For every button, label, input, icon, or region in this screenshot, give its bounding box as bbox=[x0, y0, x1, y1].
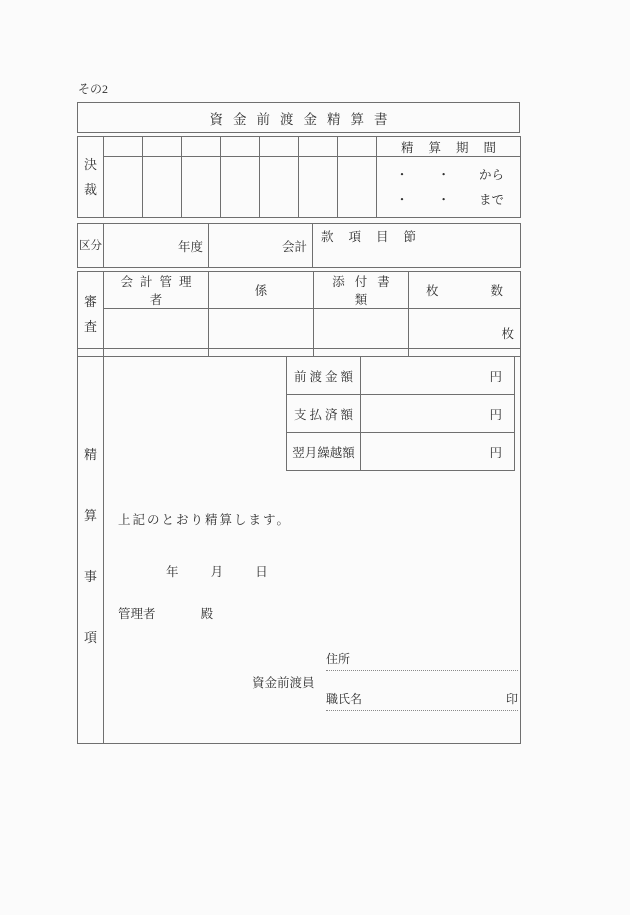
settlement-section bbox=[77, 348, 521, 744]
category-section bbox=[77, 223, 521, 268]
sheet-count-header: 枚数 bbox=[409, 272, 521, 309]
sheet-number: その2 bbox=[78, 82, 109, 96]
accounting-manager-header: 会計管理者 bbox=[104, 272, 209, 309]
category-label: 区分 bbox=[78, 224, 104, 268]
review-section bbox=[77, 271, 521, 357]
advance-amount-label: 前渡金額 bbox=[287, 357, 361, 395]
fiscal-year-cell[interactable] bbox=[104, 224, 209, 268]
approval-stamp-header-3[interactable] bbox=[182, 137, 221, 157]
paid-amount-value-cell[interactable] bbox=[361, 395, 515, 433]
carryover-amount-row bbox=[287, 433, 515, 471]
payee-label: 資金前渡員 bbox=[252, 676, 315, 690]
yen-unit: 円 bbox=[489, 407, 502, 422]
settlement-body bbox=[104, 349, 521, 744]
settlement-label: 精算事項 bbox=[78, 349, 104, 744]
period-from-line: ・ ・ から bbox=[395, 168, 504, 182]
fiscal-year-label: 年度 bbox=[177, 239, 203, 254]
approval-label: 決裁 bbox=[78, 137, 104, 218]
name-label: 職氏名 bbox=[326, 692, 363, 706]
manager-line: 管理者 殿 bbox=[118, 607, 214, 621]
approval-stamp-cell-1[interactable] bbox=[104, 157, 143, 218]
approval-stamp-cell-7[interactable] bbox=[338, 157, 377, 218]
review-label: 審査 bbox=[78, 272, 104, 357]
amounts-table bbox=[286, 356, 515, 471]
approval-stamp-header-5[interactable] bbox=[260, 137, 299, 157]
approval-stamp-cell-3[interactable] bbox=[182, 157, 221, 218]
account-cell[interactable] bbox=[209, 224, 313, 268]
address-line[interactable] bbox=[326, 650, 518, 671]
budget-items-cell[interactable] bbox=[313, 224, 521, 268]
settlement-period-header: 精算期間 bbox=[377, 137, 521, 157]
paid-amount-label: 支払済額 bbox=[287, 395, 361, 433]
approval-stamp-cell-6[interactable] bbox=[299, 157, 338, 218]
carryover-amount-value-cell[interactable] bbox=[361, 433, 515, 471]
settlement-form bbox=[77, 102, 520, 747]
account-label: 会計 bbox=[281, 239, 307, 254]
advance-amount-value-cell[interactable] bbox=[361, 357, 515, 395]
approval-stamp-cell-5[interactable] bbox=[260, 157, 299, 218]
approval-section bbox=[77, 136, 521, 218]
form-title-box bbox=[77, 102, 520, 133]
approval-stamp-header-6[interactable] bbox=[299, 137, 338, 157]
name-line[interactable] bbox=[326, 690, 518, 711]
approval-stamp-cell-4[interactable] bbox=[221, 157, 260, 218]
paid-amount-row bbox=[287, 395, 515, 433]
period-to-line: ・ ・ まで bbox=[395, 193, 504, 207]
advance-amount-row bbox=[287, 357, 515, 395]
approval-stamp-header-4[interactable] bbox=[221, 137, 260, 157]
form-title: 資金前渡金精算書 bbox=[209, 111, 398, 127]
address-label: 住所 bbox=[326, 652, 351, 666]
yen-unit: 円 bbox=[489, 369, 502, 384]
seal-label: 印 bbox=[505, 692, 518, 706]
approval-stamp-header-7[interactable] bbox=[338, 137, 377, 157]
settlement-statement: 上記のとおり精算します。 bbox=[118, 513, 292, 527]
approval-stamp-cell-2[interactable] bbox=[143, 157, 182, 218]
budget-items-label: 款項目節 bbox=[321, 230, 432, 244]
settlement-period-cell[interactable] bbox=[377, 157, 521, 218]
date-line[interactable]: 年 月 日 bbox=[166, 565, 268, 579]
carryover-amount-label: 翌月繰越額 bbox=[287, 433, 361, 471]
sheet-unit-label: 枚 bbox=[501, 326, 514, 341]
approval-stamp-header-1[interactable] bbox=[104, 137, 143, 157]
attached-documents-header: 添付書類 bbox=[314, 272, 409, 309]
clerk-header: 係 bbox=[209, 272, 314, 309]
yen-unit: 円 bbox=[489, 445, 502, 460]
approval-stamp-header-2[interactable] bbox=[143, 137, 182, 157]
